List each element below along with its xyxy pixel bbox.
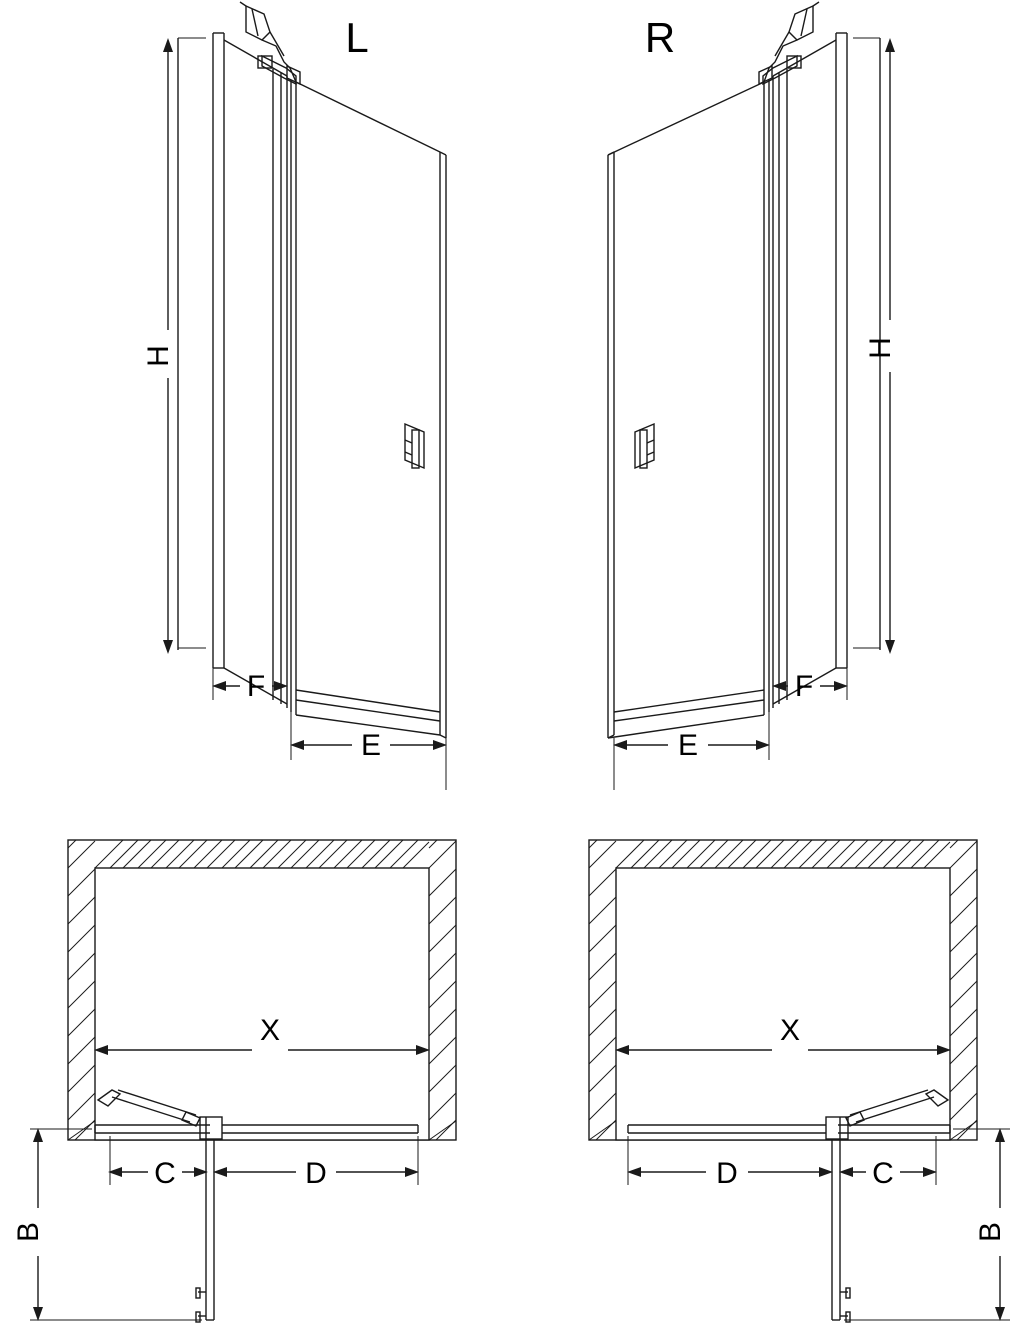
dim-label-x-right: X — [779, 1014, 801, 1047]
iso-right-view — [608, 2, 895, 790]
label-variant-right: R — [644, 14, 676, 61]
dim-label-f-left: F — [246, 670, 266, 703]
label-variant-left: L — [345, 14, 369, 61]
dim-label-d-right: D — [716, 1157, 738, 1190]
dim-label-c-right: C — [872, 1157, 894, 1190]
dim-label-b-right: B — [974, 1221, 1007, 1243]
dim-label-f-right: F — [794, 670, 814, 703]
plan-left-view — [30, 840, 456, 1322]
dim-label-b-left: B — [12, 1221, 45, 1243]
dim-label-e-left: E — [360, 729, 382, 762]
iso-left-view — [163, 2, 447, 790]
dim-label-h-right: H — [864, 337, 897, 359]
dim-label-e-right: E — [677, 729, 699, 762]
dim-label-c-left: C — [154, 1157, 176, 1190]
dim-label-x-left: X — [259, 1014, 281, 1047]
dim-label-d-left: D — [305, 1157, 327, 1190]
plan-right-view — [589, 840, 1010, 1322]
dim-label-h-left: H — [142, 345, 175, 367]
